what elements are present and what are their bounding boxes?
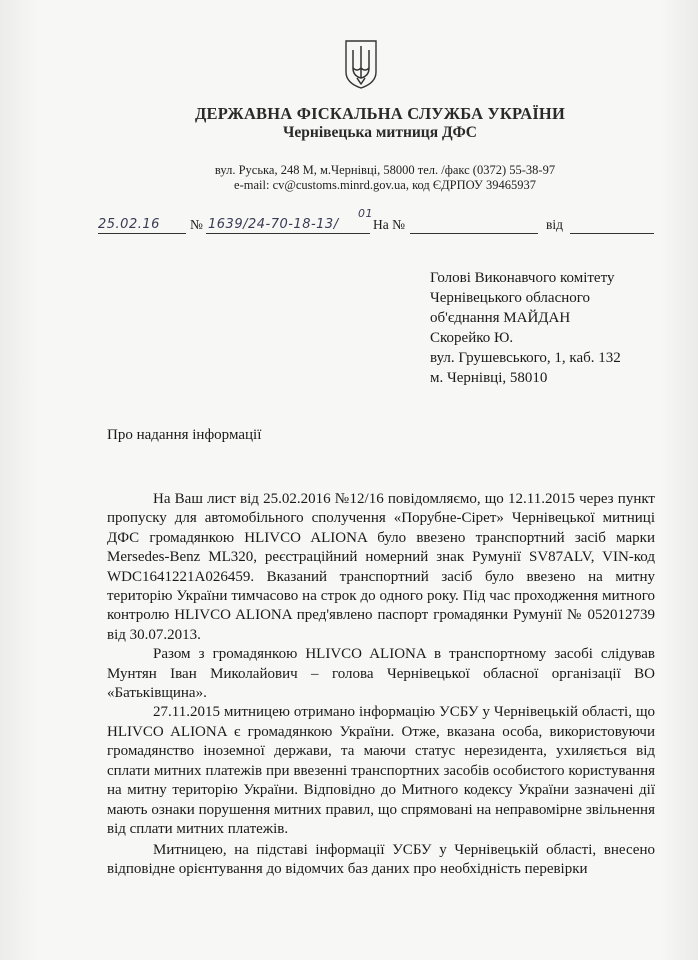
address-line: вул. Руська, 248 М, м.Чернівці, 58000 тел. /факс (0372) 55-38-97: [214, 163, 556, 177]
body-paragraph: На Ваш лист від 25.02.2016 №12/16 повідомляємо, що 12.11.2015 через пункт пропуску для автомобільного сполучення «Порубне-Сірет» Чернівецької митниці ДФС громадянкою HLIVCO ALIONA було ввезено транспортний засіб марки Mersedes-Benz ML320, реєстраційний номерний знак Румунії SV87ALV, VIN-код WDC1641221A026459. Вказаний транспортний засіб було ввезено на митну територію України тимчасово на строк до одного року. Під час проходження митного контролю HLIVCO ALIONA пред'явлено паспорт громадянки Румунії № 052012739 від 30.07.2013.: [107, 491, 655, 643]
addressee-line: м. Чернівці, 58010: [430, 370, 548, 386]
number-underline: [206, 233, 370, 234]
reply-number-field: [410, 233, 538, 234]
letter-body: [107, 490, 655, 839]
registration-date: 25.02.16: [98, 217, 160, 232]
addressee-line: Чернівецького обласного: [430, 290, 591, 306]
suborganization-name: Чернівецька митниця ДФС: [283, 124, 477, 141]
email-line: e-mail: cv@customs.minrd.gov.ua, код ЄДРПОУ 39465937: [234, 178, 536, 192]
addressee-line: Скорейко Ю.: [430, 330, 514, 346]
letter-subject: Про надання інформації: [107, 427, 262, 443]
body-paragraph: Митницею, на підставі інформації УСБУ у Чернівецькій області, внесено відповідне орієнтування до відомчих баз даних про необхідність перевірки: [107, 842, 655, 878]
date-underline: [98, 233, 186, 234]
registration-number-suffix: 01: [358, 207, 373, 220]
addressee-block: [430, 268, 621, 388]
number-prefix: №: [190, 217, 203, 232]
addressee-line: вул. Грушевського, 1, каб. 132: [430, 350, 621, 366]
body-paragraph: Разом з громадянкою HLIVCO ALIONA в транспортному засобі слідував Мунтян Іван Миколайович – голова Чернівецької обласної організації ВО «Батьківщина».: [107, 646, 655, 702]
addressee-line: об'єднання МАЙДАН: [430, 310, 571, 326]
registration-line: [98, 207, 658, 237]
body-paragraph: 27.11.2015 митницею отримано інформацію УСБУ у Чернівецькій області, що HLIVCO ALIONA є громадянкою України. Отже, вказана особа, використовуючи громадянство іноземної держави, та маючи статус нерезидента, ухиляється від сплати митних платежів при ввезенні транспортних засобів особистого користування на митну територію України. Відповідно до Митного кодексу України зазначені дії мають ознаки порушення митних правил, що спрямовані на неправомірне звільнення від сплати митних платежів.: [107, 704, 655, 837]
reply-to-label: На №: [373, 217, 405, 232]
organization-name: ДЕРЖАВНА ФІСКАЛЬНА СЛУЖБА УКРАЇНИ: [194, 104, 566, 123]
registration-number: 1639/24-70-18-13/: [208, 217, 339, 232]
from-date-field: [570, 233, 654, 234]
addressee-line: Голові Виконавчого комітету: [430, 270, 615, 286]
contact-block: [150, 163, 620, 193]
trident-emblem-icon: [343, 38, 379, 90]
from-label: від: [546, 217, 563, 232]
letter-body-continued: [107, 841, 655, 880]
